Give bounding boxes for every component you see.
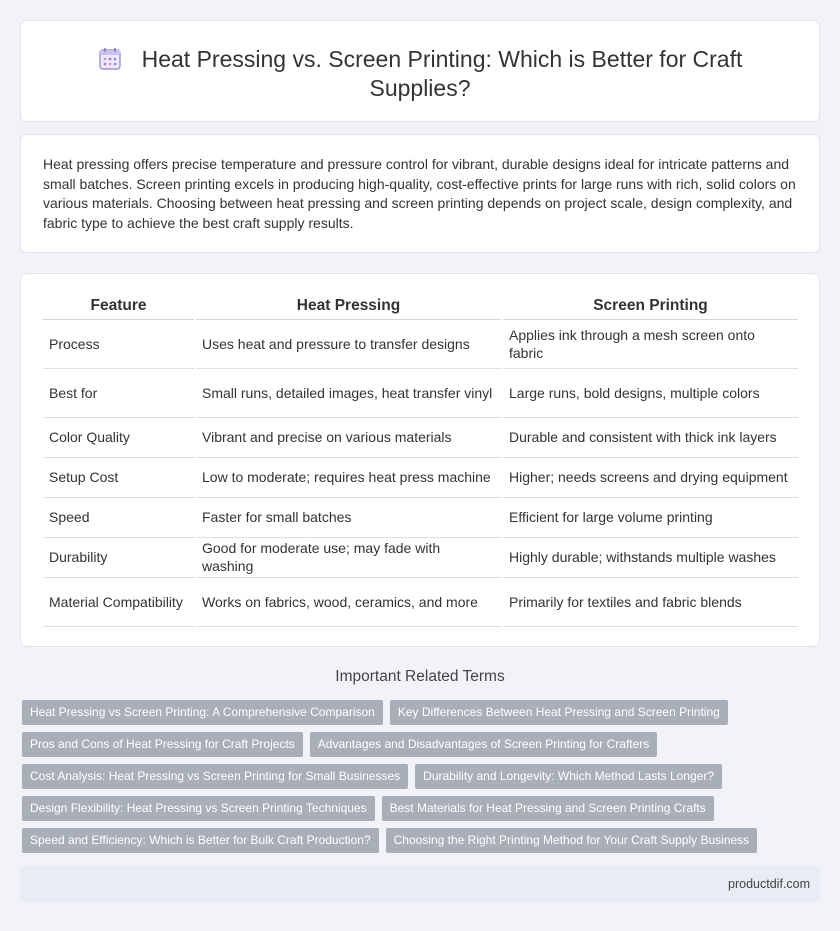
table-cell-feature: Process	[43, 319, 195, 368]
table-row	[43, 537, 798, 577]
table-cell-heat-pressing: Vibrant and precise on various materials	[195, 417, 502, 457]
table-cell-heat-pressing: Works on fabrics, wood, ceramics, and more	[195, 577, 502, 626]
table-header-row	[43, 295, 798, 319]
related-term-link[interactable]: Speed and Efficiency: Which is Better for Bulk Craft Production?	[22, 828, 379, 853]
related-term-link[interactable]: Heat Pressing vs Screen Printing: A Comprehensive Comparison	[22, 700, 383, 725]
table-cell-feature: Setup Cost	[43, 457, 195, 497]
table-cell-screen-printing: Large runs, bold designs, multiple colors	[502, 368, 798, 417]
title-card	[20, 20, 820, 122]
table-cell-feature: Material Compatibility	[43, 577, 195, 626]
table-cell-screen-printing: Higher; needs screens and drying equipment	[502, 457, 798, 497]
comparison-table	[43, 295, 798, 627]
related-term-link[interactable]: Durability and Longevity: Which Method Lasts Longer?	[415, 764, 722, 789]
related-term-link[interactable]: Cost Analysis: Heat Pressing vs Screen Printing for Small Businesses	[22, 764, 408, 789]
table-cell-heat-pressing: Small runs, detailed images, heat transfer vinyl	[195, 368, 502, 417]
table-row	[43, 497, 798, 537]
table-cell-feature: Color Quality	[43, 417, 195, 457]
table-row	[43, 417, 798, 457]
table-cell-screen-printing: Applies ink through a mesh screen onto fabric	[502, 319, 798, 368]
table-cell-feature: Durability	[43, 537, 195, 577]
related-terms-list	[22, 700, 822, 860]
table-row	[43, 457, 798, 497]
table-cell-feature: Speed	[43, 497, 195, 537]
table-row	[43, 368, 798, 417]
intro-paragraph: Heat pressing offers precise temperature and pressure control for vibrant, durable designs ideal for intricate patterns and small batches. Screen printing excels in producing high-quality, cost-effective prints for large runs with rich, solid colors on various materials. Choosing between heat pressing and screen printing depends on project scale, design complexity, and fabric type to achieve the best craft supply results.	[43, 156, 796, 231]
page-title	[71, 45, 769, 103]
footer	[20, 866, 820, 902]
related-terms-title: Important Related Terms	[335, 668, 505, 685]
table-cell-heat-pressing: Low to moderate; requires heat press machine	[195, 457, 502, 497]
table-cell-heat-pressing: Good for moderate use; may fade with washing	[195, 537, 502, 577]
footer-site-link[interactable]: productdif.com	[728, 877, 810, 891]
related-term-link[interactable]: Best Materials for Heat Pressing and Screen Printing Crafts	[382, 796, 714, 821]
comparison-table-card	[20, 273, 820, 647]
related-term-link[interactable]: Pros and Cons of Heat Pressing for Craft Projects	[22, 732, 303, 757]
calendar-grid-icon	[98, 47, 122, 71]
related-term-link[interactable]: Choosing the Right Printing Method for Your Craft Supply Business	[386, 828, 758, 853]
related-term-link[interactable]: Key Differences Between Heat Pressing and Screen Printing	[390, 700, 728, 725]
table-cell-screen-printing: Primarily for textiles and fabric blends	[502, 577, 798, 626]
table-cell-feature: Best for	[43, 368, 195, 417]
related-term-link[interactable]: Advantages and Disadvantages of Screen Printing for Crafters	[310, 732, 658, 757]
page-title-text: Heat Pressing vs. Screen Printing: Which is Better for Craft Supplies?	[141, 46, 743, 101]
table-cell-screen-printing: Efficient for large volume printing	[502, 497, 798, 537]
table-cell-heat-pressing: Uses heat and pressure to transfer designs	[195, 319, 502, 368]
table-row	[43, 319, 798, 368]
column-header-heat-pressing: Heat Pressing	[195, 295, 502, 319]
intro-card	[20, 134, 820, 253]
related-term-link[interactable]: Design Flexibility: Heat Pressing vs Screen Printing Techniques	[22, 796, 375, 821]
table-row	[43, 577, 798, 626]
table-cell-heat-pressing: Faster for small batches	[195, 497, 502, 537]
table-cell-screen-printing: Highly durable; withstands multiple washes	[502, 537, 798, 577]
table-cell-screen-printing: Durable and consistent with thick ink layers	[502, 417, 798, 457]
column-header-screen-printing: Screen Printing	[502, 295, 798, 319]
column-header-feature: Feature	[43, 295, 195, 319]
